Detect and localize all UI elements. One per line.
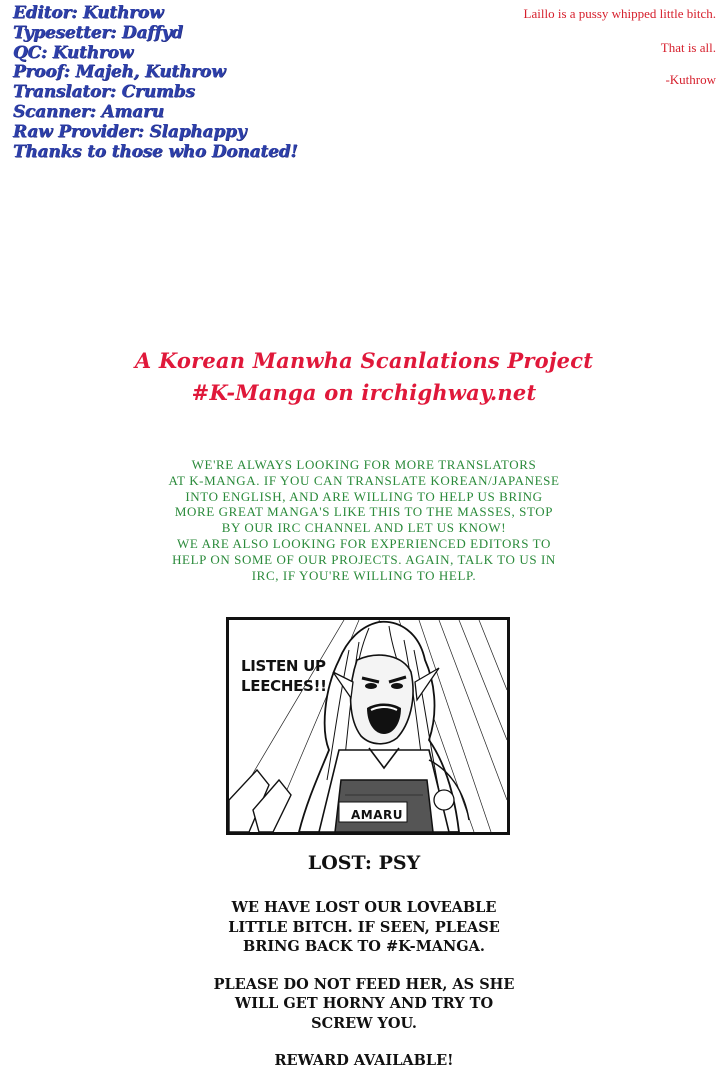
project-banner — [0, 345, 728, 409]
credit-line: Translator: Crumbs — [13, 82, 195, 103]
speech-line-2: LEECHES!! — [241, 677, 327, 695]
side-note — [466, 6, 716, 88]
lost-line: WILL GET HORNY AND TRY TO — [234, 995, 494, 1012]
project-channel: #K-Manga on irchighway.net — [191, 380, 537, 405]
lost-line: PLEASE DO NOT FEED HER, AS SHE — [213, 975, 515, 993]
lost-line: BRING BACK TO #K-MANGA. — [243, 938, 485, 955]
lost-paragraph-3 — [0, 1051, 728, 1071]
character-illustration — [229, 620, 507, 832]
recruit-line: WE ARE ALSO LOOKING FOR EXPERIENCED EDITORS TO — [177, 535, 551, 551]
recruitment-notice — [0, 457, 728, 583]
speech-bubble — [241, 656, 327, 696]
credit-line: Thanks to those who Donated! — [13, 141, 298, 162]
credit-line: Typesetter: Daffyd — [13, 22, 183, 43]
credit-line: Editor: Kuthrow — [13, 3, 164, 23]
recruit-line: HELP ON SOME OF OUR PROJECTS. AGAIN, TALK TO US IN — [172, 551, 556, 567]
note-signature: -Kuthrow — [665, 72, 716, 87]
lost-paragraph-1 — [0, 898, 728, 957]
lost-line: SCREW YOU. — [311, 1014, 417, 1032]
lost-title: LOST: PSY — [307, 852, 421, 874]
recruit-line: WE'RE ALWAYS LOOKING FOR MORE TRANSLATORS — [191, 457, 537, 472]
speech-line-1: LISTEN UP — [241, 657, 326, 675]
recruit-line: AT K-MANGA. IF YOU CAN TRANSLATE KOREAN/JAPANESE — [168, 472, 560, 488]
credit-line: Raw Provider: Slaphappy — [13, 121, 247, 142]
credit-line: Scanner: Amaru — [13, 101, 165, 122]
recruit-line: BY OUR IRC CHANNEL AND LET US KNOW! — [221, 520, 507, 536]
note-line-2: That is all. — [660, 40, 716, 55]
recruit-line: IRC, IF YOU'RE WILLING TO HELP. — [251, 567, 477, 583]
lost-notice — [0, 898, 728, 1089]
lost-reward: REWARD AVAILABLE! — [274, 1052, 454, 1069]
lost-line: LITTLE BITCH. IF SEEN, PLEASE — [228, 918, 500, 936]
lost-line: WE HAVE LOST OUR LOVEABLE — [231, 899, 497, 916]
recruit-line: INTO ENGLISH, AND ARE WILLING TO HELP US BRING — [185, 488, 543, 504]
note-line-1: Laillo is a pussy whipped little bitch. — [523, 6, 716, 21]
manga-panel — [226, 617, 510, 835]
recruit-line: MORE GREAT MANGA'S LIKE THIS TO THE MASSES, STOP — [174, 504, 554, 520]
credit-line: Proof: Majeh, Kuthrow — [13, 62, 226, 83]
credits-block — [13, 4, 313, 162]
apron-tag: AMARU — [351, 808, 403, 822]
project-title: A Korean Manwha Scanlations Project — [134, 348, 594, 373]
lost-paragraph-2 — [0, 975, 728, 1034]
credit-line: QC: Kuthrow — [13, 42, 134, 63]
